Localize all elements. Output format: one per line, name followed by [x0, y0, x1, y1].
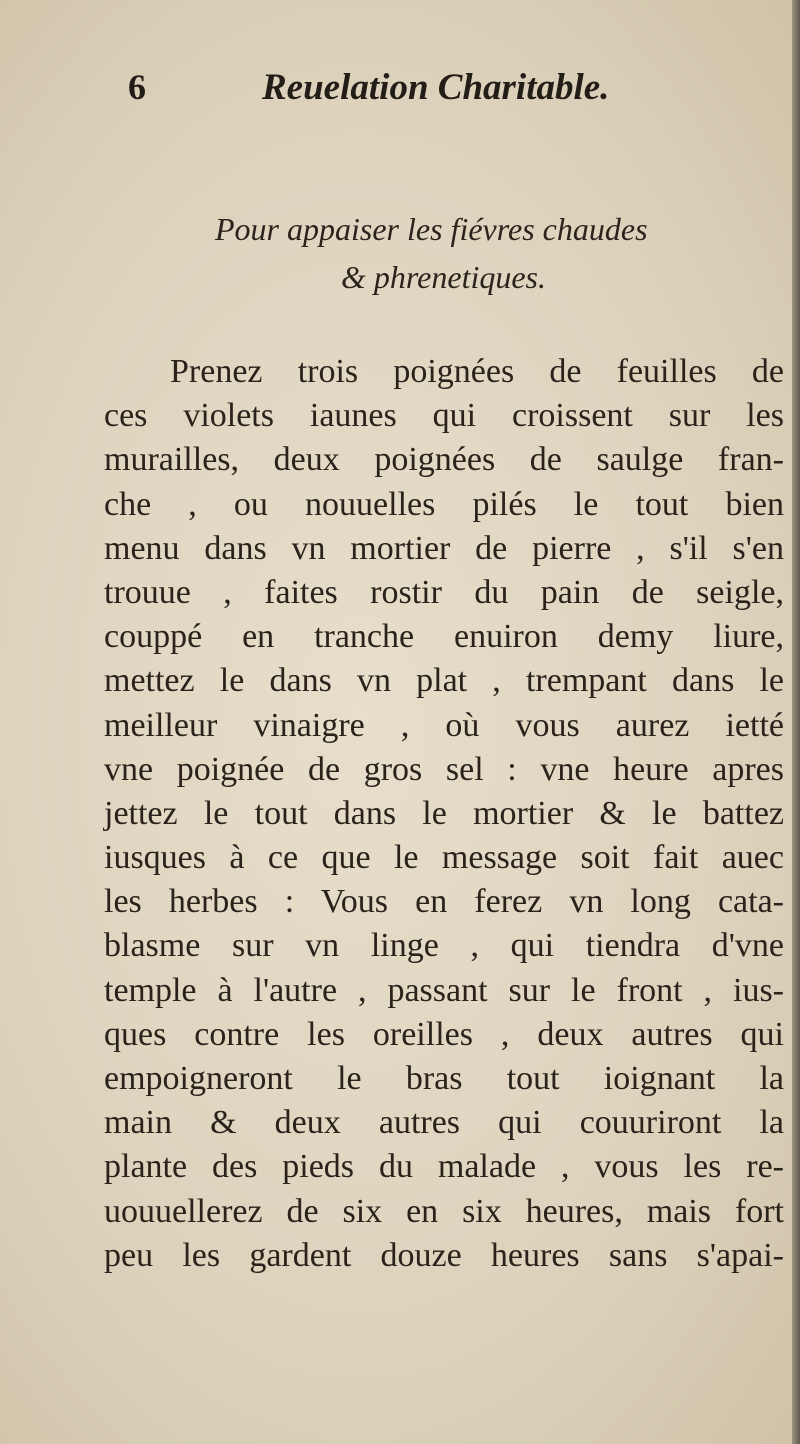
text-line: main & deux autres qui couuriront la	[104, 1104, 784, 1142]
text-line: jettez le tout dans le mortier & le battez	[104, 794, 784, 832]
page-header	[120, 62, 680, 122]
text-line: peu les gardent douze heures sans s'apai-	[104, 1236, 784, 1274]
text-line: Prenez trois poignées de feuilles de	[170, 353, 784, 390]
text-line: temple à l'autre , passant sur le front , ius-	[104, 971, 784, 1009]
body-paragraph	[104, 350, 784, 1278]
text-line: che , ou nouuelles pilés le tout bien	[104, 485, 784, 523]
text-line: les herbes : Vous en ferez vn long cata-	[104, 883, 784, 921]
text-line: couppé en tranche enuiron demy liure,	[104, 618, 784, 656]
section-heading	[215, 205, 735, 301]
text-line: mettez le dans vn plat , trempant dans le	[104, 662, 784, 700]
text-line: ces violets iaunes qui croissent sur les	[104, 397, 784, 435]
text-line: iusques à ce que le message soit fait auec	[104, 839, 784, 877]
text-line: murailles, deux poignées de saulge fran-	[104, 441, 784, 479]
text-line: trouue , faites rostir du pain de seigle,	[104, 573, 784, 611]
text-line: vne poignée de gros sel : vne heure apres	[104, 750, 784, 788]
text-line: empoigneront le bras tout ioignant la	[104, 1060, 784, 1097]
text-line: ques contre les oreilles , deux autres qui	[104, 1015, 784, 1053]
text-line: uouuellerez de six en six heures, mais fort	[104, 1192, 784, 1230]
page-number: 6	[128, 67, 146, 107]
heading-line-1: Pour appaiser les fiévres chaudes	[215, 211, 648, 247]
text-line: menu dans vn mortier de pierre , s'il s'en	[104, 529, 784, 567]
running-title: Reuelation Charitable.	[262, 67, 610, 108]
text-line: blasme sur vn linge , qui tiendra d'vne	[104, 927, 784, 965]
heading-line-2: & phrenetiques.	[341, 259, 546, 295]
text-line: plante des pieds du malade , vous les re-	[104, 1148, 784, 1186]
text-line: meilleur vinaigre , où vous aurez ietté	[104, 706, 784, 744]
page-edge	[792, 0, 800, 1444]
